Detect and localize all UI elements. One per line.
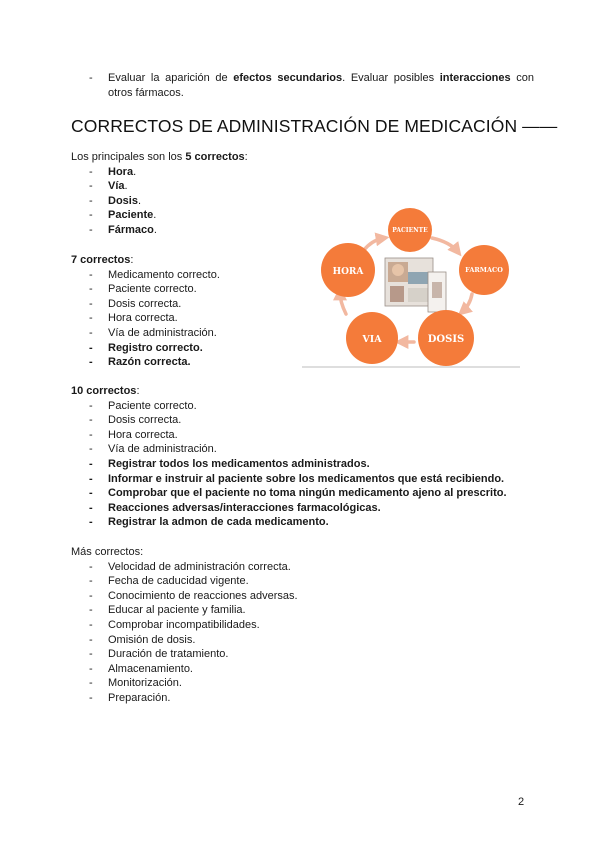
list-item: - Dosis correcta. xyxy=(89,413,531,428)
list-item: - Fecha de caducidad vigente. xyxy=(89,574,531,589)
section-heading: CORRECTOS DE ADMINISTRACIÓN DE MEDICACIÓN —— xyxy=(71,116,558,136)
list-item: - Preparación. xyxy=(89,691,531,706)
list-item: - Registro correcto. xyxy=(89,341,296,356)
intro-list-item xyxy=(89,71,534,100)
list-item: - Medicamento correcto. xyxy=(89,268,296,283)
list-item: - Paciente correcto. xyxy=(89,399,531,414)
list-item: - Dosis correcta. xyxy=(89,297,296,312)
seven-title: 7 correctos: xyxy=(71,254,134,266)
seven-correct-section xyxy=(71,253,296,370)
label-hora: HORA xyxy=(332,267,364,277)
label-dosis: DOSIS xyxy=(427,334,465,345)
list-item: - Registrar la admon de cada medicamento. xyxy=(89,515,531,530)
list-item: - Comprobar incompatibilidades. xyxy=(89,618,531,633)
list-dash: - xyxy=(89,72,93,84)
ten-title: 10 correctos: xyxy=(71,385,140,397)
list-item: - Paciente. xyxy=(89,208,531,223)
list-item: - Vía de administración. xyxy=(89,442,531,457)
five-rights-diagram xyxy=(302,202,520,370)
list-item: - Reacciones adversas/interacciones farmacológicas. xyxy=(89,501,531,516)
list-item: - Duración de tratamiento. xyxy=(89,647,531,662)
list-item: - Paciente correcto. xyxy=(89,282,296,297)
list-item: - Almacenamiento. xyxy=(89,662,531,677)
cycle-arrow xyxy=(364,238,384,250)
label-via: VIA xyxy=(362,334,382,345)
list-item: - Comprobar que el paciente no toma ningún medicamento ajeno al prescrito. xyxy=(89,486,531,501)
photo-collage xyxy=(385,258,446,312)
list-item: - Vía. xyxy=(89,179,531,194)
list-item: - Educar al paciente y familia. xyxy=(89,603,531,618)
seven-list xyxy=(71,268,296,370)
list-item: - Monitorización. xyxy=(89,676,531,691)
list-item: - Hora correcta. xyxy=(89,428,531,443)
list-item: - Hora correcta. xyxy=(89,311,296,326)
label-paciente: PACIENTE xyxy=(392,227,428,234)
list-item: - Vía de administración. xyxy=(89,326,296,341)
list-item: - Informar e instruir al paciente sobre los medicamentos que está recibiendo. xyxy=(89,472,531,487)
bold-term: interacciones xyxy=(439,72,511,84)
intro-text: Evaluar la aparición de efectos secundarios. Evaluar posibles interacciones con otros fármacos. xyxy=(108,72,534,99)
more-correct-section xyxy=(71,545,531,706)
list-item: - Conocimiento de reacciones adversas. xyxy=(89,589,531,604)
list-item: - Razón correcta. xyxy=(89,355,296,370)
list-item: - Omisión de dosis. xyxy=(89,633,531,648)
list-item: - Fármaco. xyxy=(89,223,531,238)
cycle-arrow xyxy=(462,294,472,312)
more-title: Más correctos: xyxy=(71,546,144,558)
label-farmaco: FARMACO xyxy=(465,266,503,274)
list-item: - Velocidad de administración correcta. xyxy=(89,560,531,575)
ten-list xyxy=(71,399,531,530)
bold-term: efectos secundarios xyxy=(233,72,343,84)
list-item: - Registrar todos los medicamentos administrados. xyxy=(89,457,531,472)
more-list xyxy=(71,560,531,706)
list-item: - Hora. xyxy=(89,165,531,180)
list-item: - Dosis. xyxy=(89,194,531,209)
cycle-arrow xyxy=(432,238,458,252)
ten-correct-section xyxy=(71,384,531,530)
five-intro: Los principales son los 5 correctos: xyxy=(71,151,248,163)
page-number: 2 xyxy=(518,796,525,808)
